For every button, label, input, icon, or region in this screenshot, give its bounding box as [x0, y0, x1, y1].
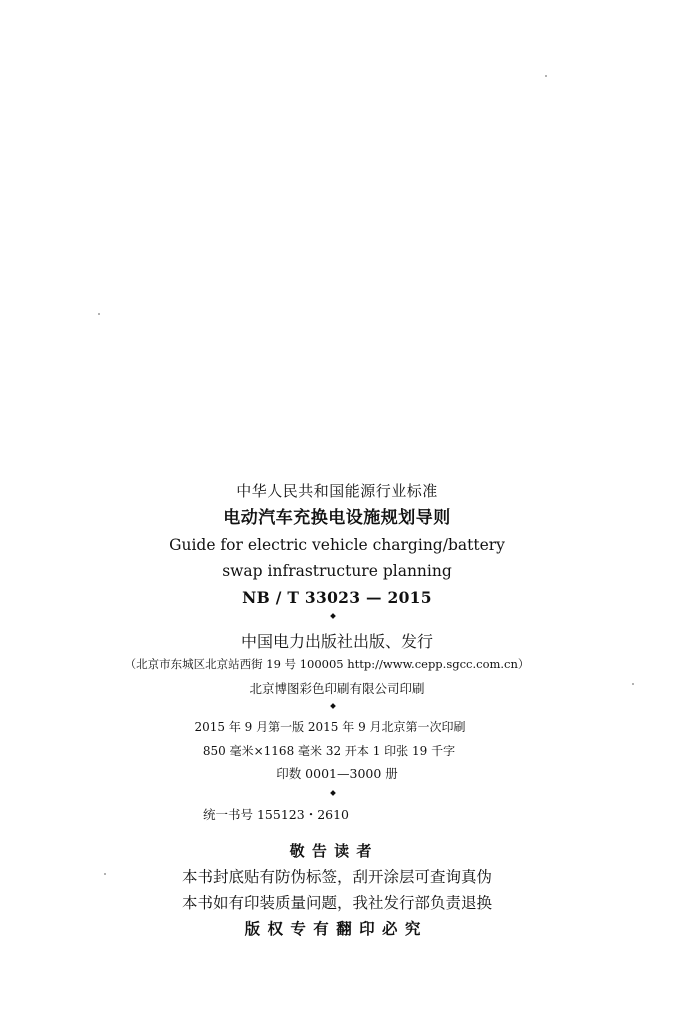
notice-heading: 敬 告 读 者 [289, 842, 373, 860]
format-info: 850 毫米×1168 毫米 32 开本 1 印张 19 千字 [202, 744, 456, 758]
publisher: 中国电力出版社出版、发行 [240, 632, 433, 651]
title-cn: 电动汽车充换电设施规划导则 [223, 508, 451, 528]
scan-speck [545, 75, 547, 77]
standard-number: NB / T 33023 — 2015 [242, 588, 432, 607]
book-number: 统一书号 155123・2610 [203, 807, 350, 822]
standard-category: 中华人民共和国能源行业标准 [236, 482, 438, 500]
scan-speck [98, 313, 100, 315]
print-run: 印数 0001—3000 册 [276, 766, 398, 781]
copyright-notice: 版 权 专 有 翻 印 必 究 [244, 920, 422, 938]
notice-line-2: 本书如有印装质量问题，我社发行部负责退换 [181, 894, 492, 912]
notice-line-1: 本书封底贴有防伪标签，刮开涂层可查询真伪 [181, 868, 492, 886]
printer: 北京博图彩色印刷有限公司印刷 [249, 681, 425, 696]
publisher-address: （北京市东城区北京站西街 19 号 100005 http://www.cepp.sgcc.com.cn） [124, 657, 530, 671]
title-en-line2: swap infrastructure planning [222, 562, 452, 580]
separator-dot [330, 790, 336, 796]
separator-dot [330, 703, 336, 709]
separator-dot [330, 613, 336, 619]
title-en-line1: Guide for electric vehicle charging/battery [169, 536, 505, 554]
edition-info: 2015 年 9 月第一版 2015 年 9 月北京第一次印刷 [194, 720, 466, 734]
